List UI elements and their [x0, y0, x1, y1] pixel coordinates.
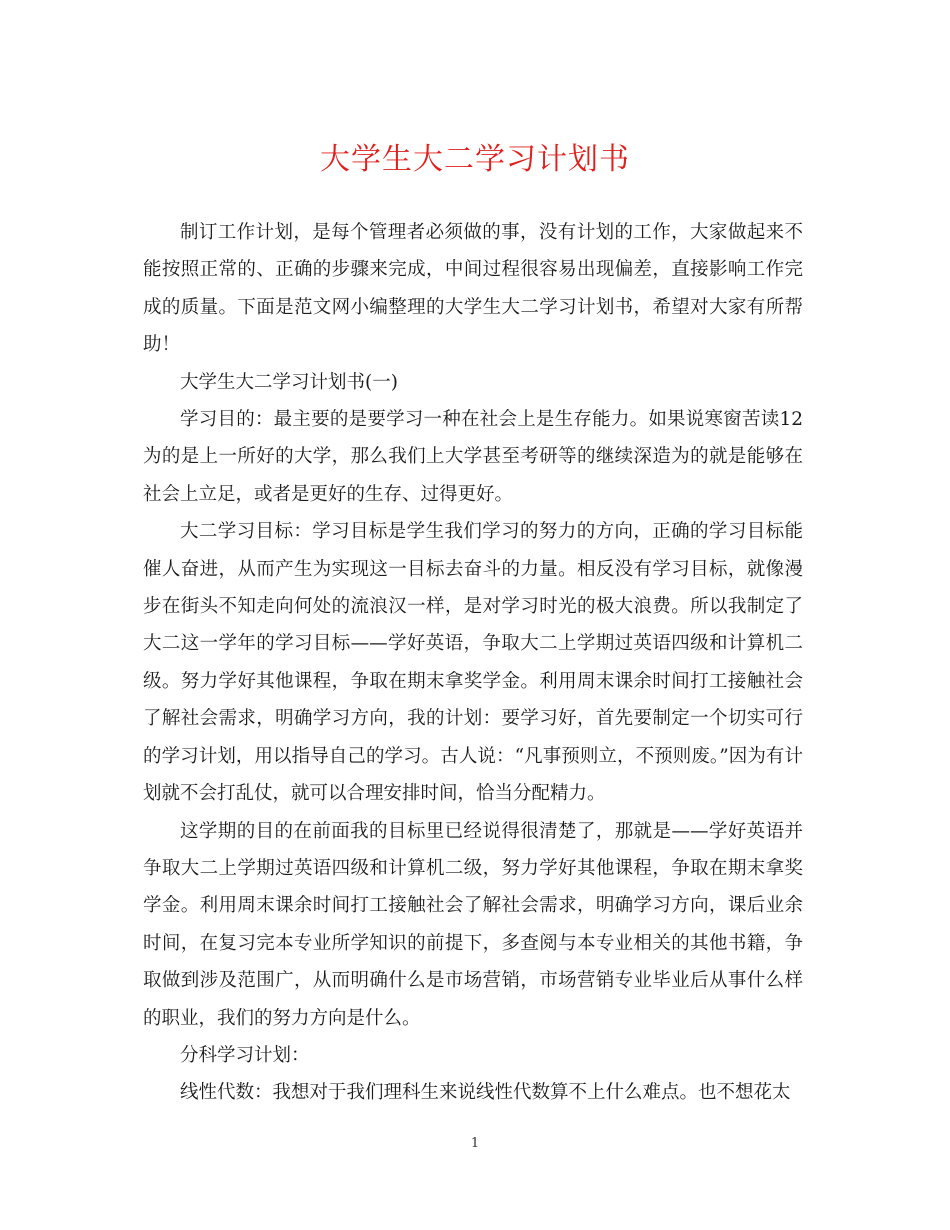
learning-goal-paragraph: 大二学习目标：学习目标是学生我们学习的努力的方向，正确的学习目标能催人奋进，从而产生为实现这一目标去奋斗的力量。相反没有学习目标，就像漫步在街头不知走向何处的流浪汉一样，是对学习时光的极大浪费。所以我制定了大二这一学年的学习目标——学好英语，争取大二上学期过英语四级和计算机二级。努力学好其他课程，争取在期末拿奖学金。利用周末课余时间打工接触社会了解社会需求，明确学习方向，我的计划：要学习好，首先要制定一个切实可行的学习计划，用以指导自己的学习。古人说：“凡事预则立，不预则废。”因为有计划就不会打乱仗，就可以合理安排时间，恰当分配精力。: [143, 521, 803, 805]
intro-paragraph: 制订工作计划，是每个管理者必须做的事，没有计划的工作，大家做起来不能按照正常的、正确的步骤来完成，中间过程很容易出现偏差，直接影响工作完成的质量。下面是范文网小编整理的大学生大二学习计划书，希望对大家有所帮助！: [143, 222, 803, 356]
semester-purpose-paragraph: 这学期的目的在前面我的目标里已经说得很清楚了，那就是——学好英语并争取大二上学期过英语四级和计算机二级，努力学好其他课程，争取在期末拿奖学金。利用周末课余时间打工接触社会了解社会需求，明确学习方向，课后业余时间，在复习完本专业所学知识的前提下，多查阅与本专业相关的其他书籍，争取做到涉及范围广，从而明确什么是市场营销，市场营销专业毕业后从事什么样的职业，我们的努力方向是什么。: [143, 820, 803, 1029]
learning-purpose-paragraph: 学习目的：最主要的是要学习一种在社会上是生存能力。如果说寒窗苦读12为的是上一所好的大学，那么我们上大学甚至考研等的继续深造为的就是能够在社会上立足，或者是更好的生存、过得更好。: [143, 409, 803, 505]
linear-algebra-paragraph: 线性代数：我想对于我们理科生来说线性代数算不上什么难点。也不想花太: [180, 1082, 791, 1104]
page-number: 1: [470, 1136, 480, 1151]
subject-plan-heading: 分科学习计划：: [180, 1044, 310, 1066]
section-heading: 大学生大二学习计划书(一): [180, 371, 398, 393]
document-body: [143, 214, 803, 1112]
document-title: 大学生大二学习计划书: [320, 142, 630, 177]
